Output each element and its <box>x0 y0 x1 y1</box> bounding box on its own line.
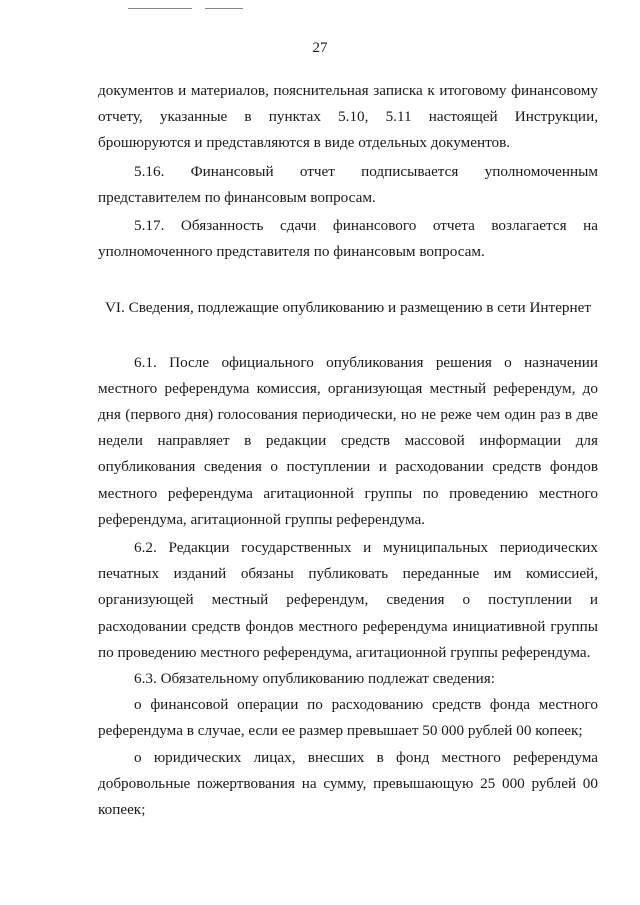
scan-artifact <box>128 8 192 9</box>
paragraph-6-2: 6.2. Редакции государственных и муниципальных периодических печатных изданий обязаны публиковать переданные им комиссией, организующей местный референдум, сведения о поступлении и расходовании средств фондов местного референдума инициативной группы по проведению местного референдума, агитационной группы референдума. <box>98 539 598 661</box>
scan-artifact <box>205 8 243 9</box>
paragraph-continuation: документов и материалов, пояснительная записка к итоговому финансовому отчету, указанные в пунктах 5.10, 5.11 настоящей Инструкции, брошюруются и представляются в виде отдельных документов. <box>98 82 598 152</box>
document-body <box>98 78 598 823</box>
page-number: 27 <box>312 40 328 56</box>
list-item-legal-entities: о юридических лицах, внесших в фонд местного референдума добровольные пожертвования на сумму, превышающую 25 000 рублей 00 копеек; <box>98 748 598 819</box>
paragraph-5-16: 5.16. Финансовый отчет подписывается уполномоченным представителем по финансовым вопросам. <box>98 162 598 206</box>
section-heading: VI. Сведения, подлежащие опубликованию и размещению в сети Интернет <box>104 299 592 317</box>
list-item-financial-operation: о финансовой операции по расходованию средств фонда местного референдума в случае, если ее размер превышает 50 000 рублей 00 копеек; <box>98 696 598 740</box>
paragraph-5-17: 5.17. Обязанность сдачи финансового отчета возлагается на уполномоченного представителя по финансовым вопросам. <box>98 217 598 261</box>
paragraph-6-1: 6.1. После официального опубликования решения о назначении местного референдума комиссия, организующая местный референдум, до дня (первого дня) голосования периодически, но не реже чем один раз в две недели направляет в редакции средств массовой информации для опубликования сведения о поступлении и расходовании средств фондов местного референдума агитационной группы по проведению местного референдума, агитационной группы референдума. <box>98 353 598 528</box>
paragraph-6-3: 6.3. Обязательному опубликованию подлежат сведения: <box>134 670 495 688</box>
